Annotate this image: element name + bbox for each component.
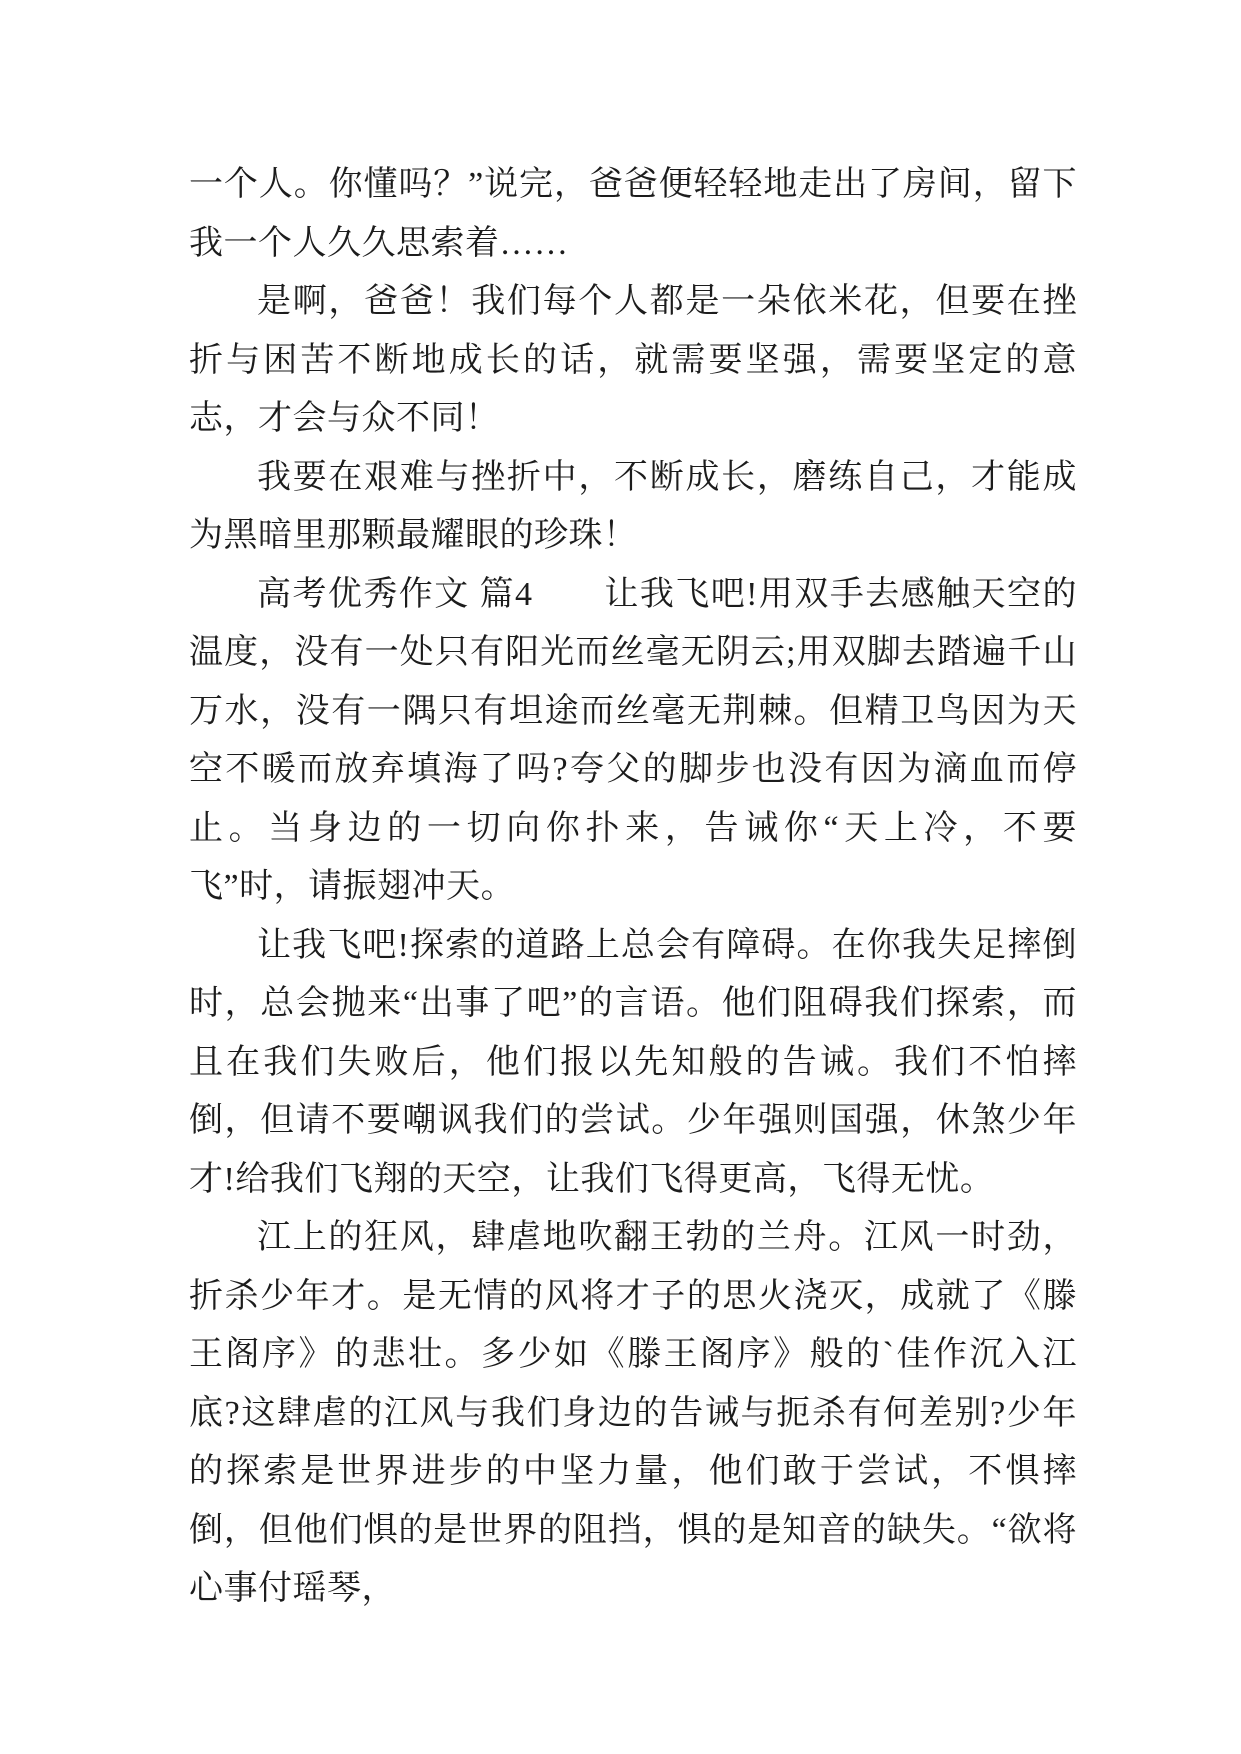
paragraph: 是啊，爸爸！我们每个人都是一朵依米花，但要在挫折与困苦不断地成长的话，就需要坚强，需要坚定的意志，才会与众不同！ [189, 283, 1077, 437]
paragraph: 我要在艰难与挫折中，不断成长，磨练自己，才能成为黑暗里那颗最耀眼的珍珠！ [189, 458, 1077, 554]
paragraph: 高考优秀作文 篇4 让我飞吧!用双手去感触天空的温度，没有一处只有阳光而丝毫无阴云;用双脚去踏遍千山万水，没有一隅只有坦途而丝毫无荆棘。但精卫鸟因为天空不暖而放弃填海了吗?夸父的脚步也没有因为滴血而停止。当身边的一切向你扑来，告诫你“天上冷，不要飞”时，请振翅冲天。 [189, 575, 1077, 905]
paragraph: 一个人。你懂吗？”说完，爸爸便轻轻地走出了房间，留下我一个人久久思索着…… [189, 166, 1077, 262]
paragraph: 江上的狂风，肆虐地吹翻王勃的兰舟。江风一时劲，折杀少年才。是无情的风将才子的思火浇灭，成就了《滕王阁序》的悲壮。多少如《滕王阁序》般的`佳作沉入江底?这肆虐的江风与我们身边的告诫与扼杀有何差别?少年的探索是世界进步的中坚力量，他们敢于尝试，不惧摔倒，但他们惧的是世界的阻挡，惧的是知音的缺失。“欲将心事付瑶琴， [189, 1219, 1077, 1607]
essay-text-block [189, 156, 1077, 1619]
paragraph: 让我飞吧!探索的道路上总会有障碍。在你我失足摔倒时，总会抛来“出事了吧”的言语。他们阻碍我们探索，而且在我们失败后，他们报以先知般的告诫。我们不怕摔倒，但请不要嘲讽我们的尝试。少年强则国强，休煞少年才!给我们飞翔的天空，让我们飞得更高，飞得无忧。 [189, 926, 1077, 1198]
